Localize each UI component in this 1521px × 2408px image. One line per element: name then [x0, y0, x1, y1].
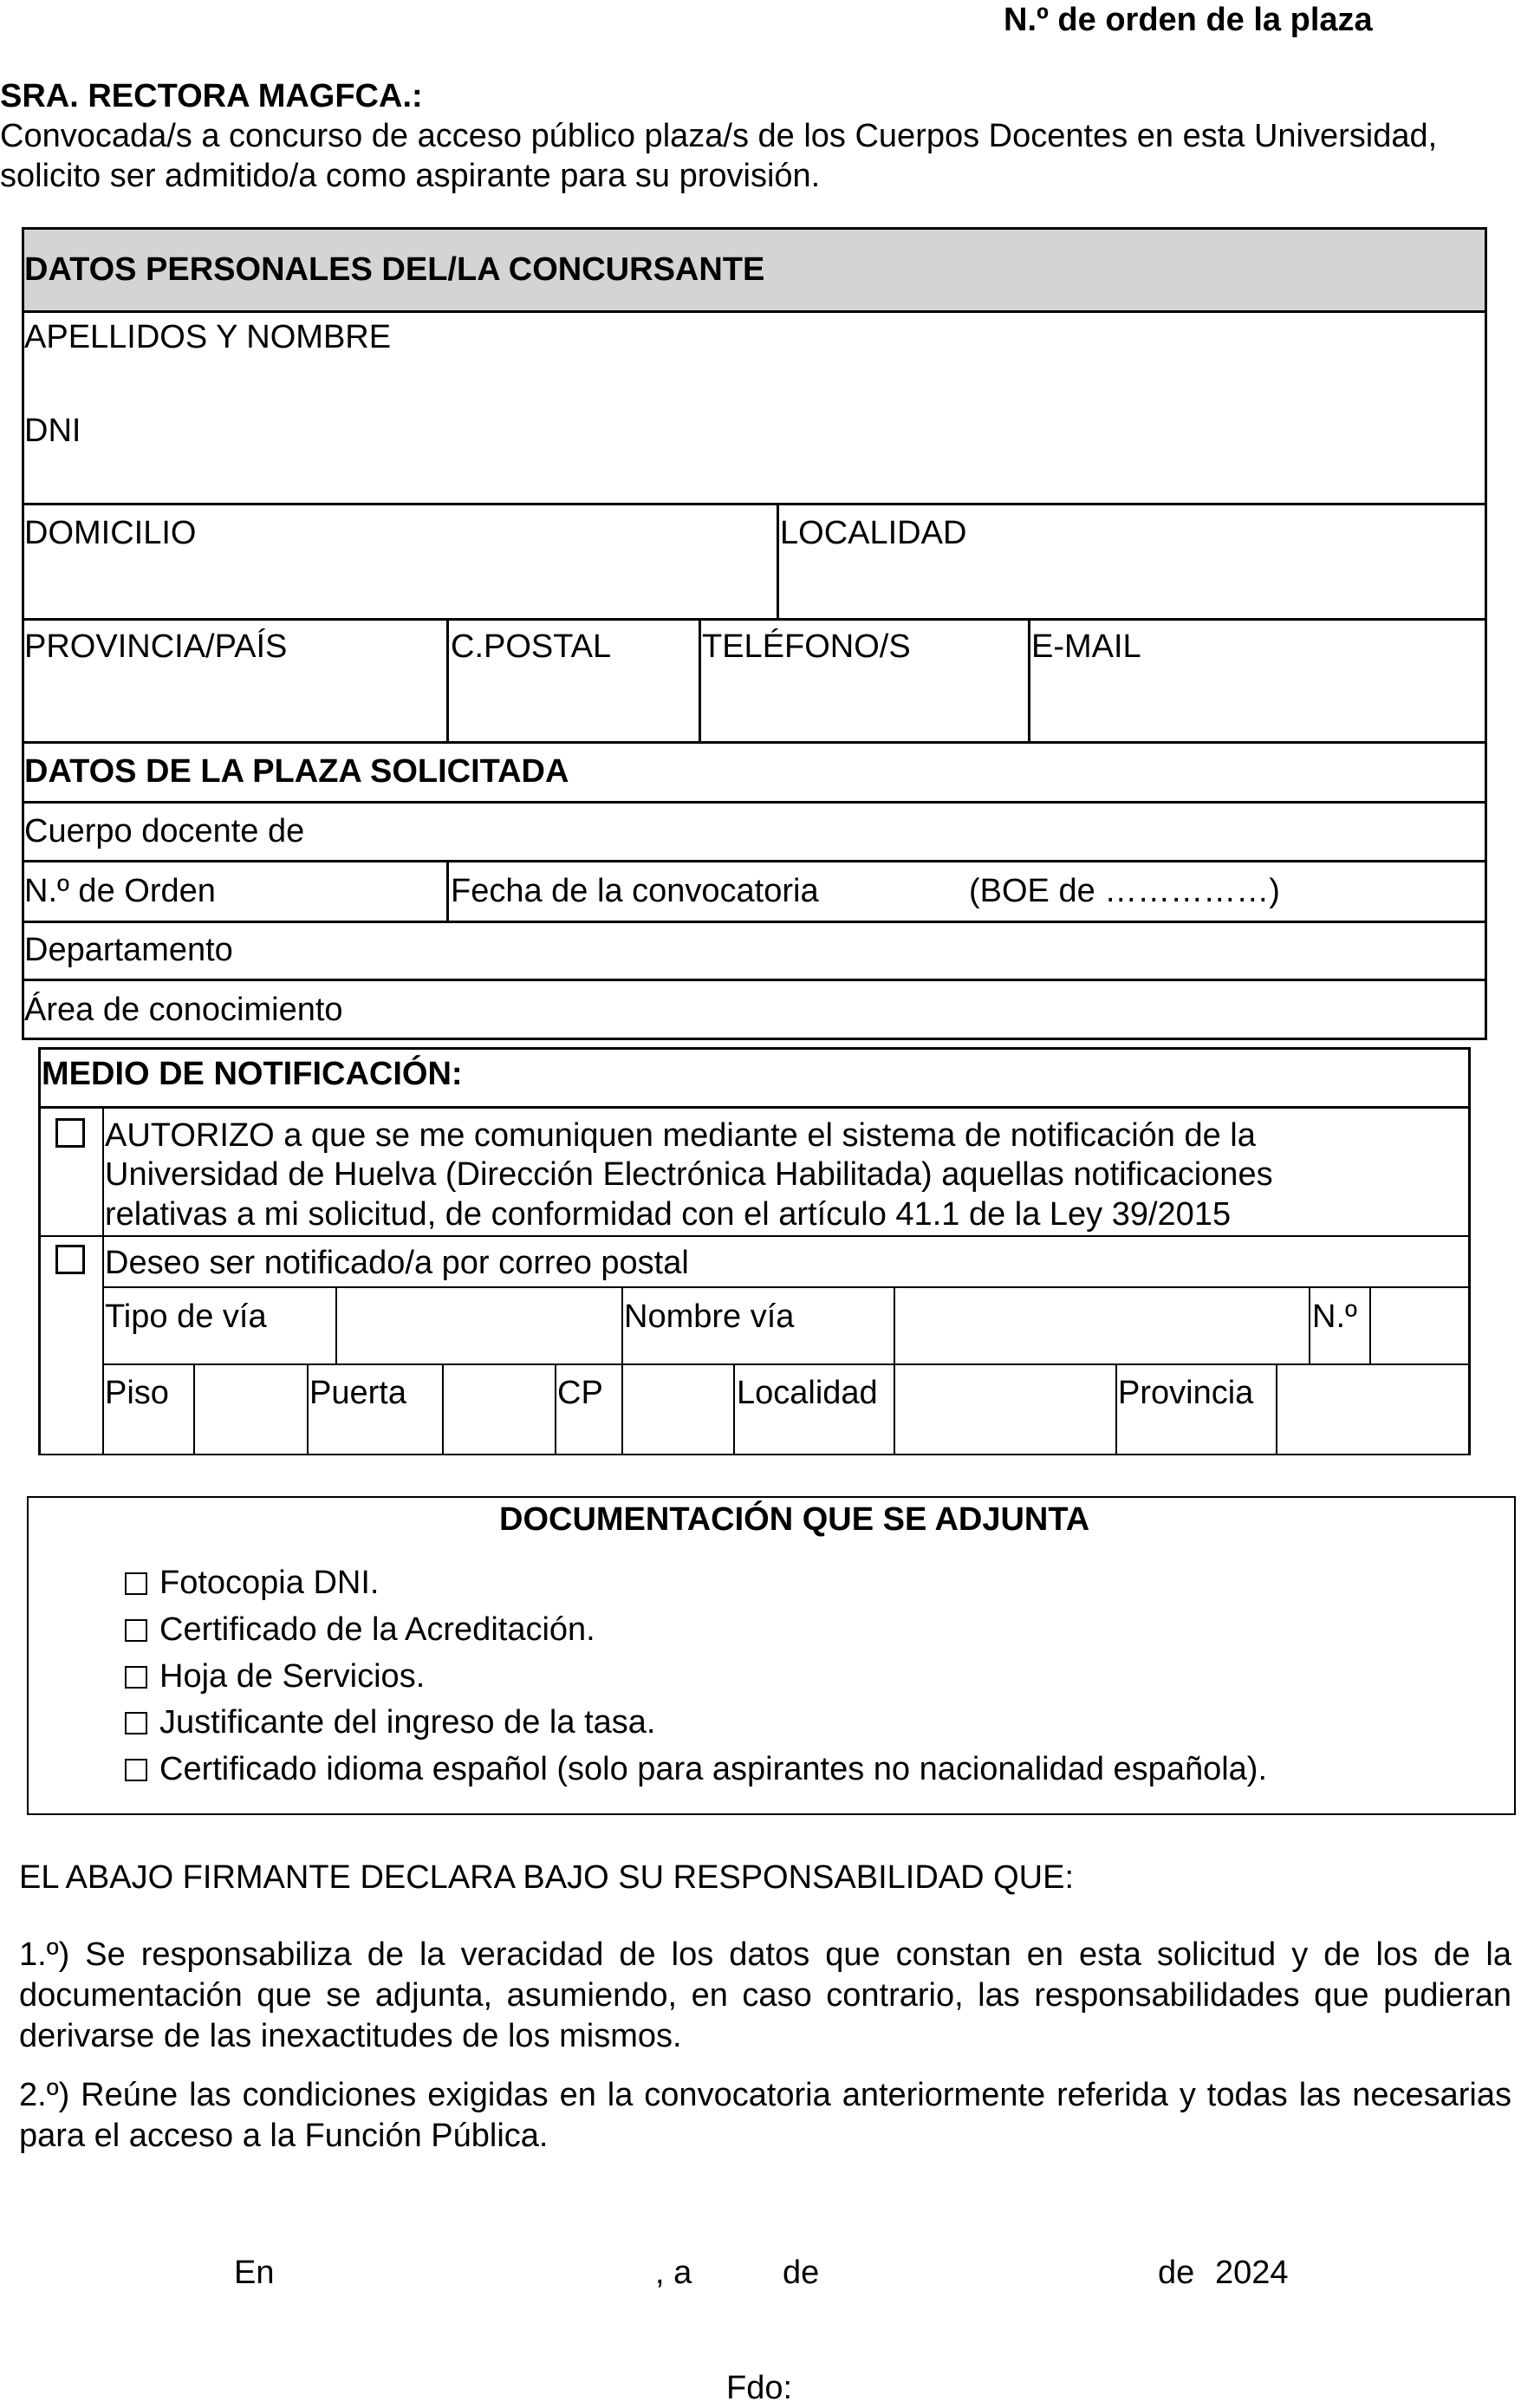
call-date-label: Fecha de la convocatoria — [451, 873, 819, 909]
authorize-text-line-3: relativas a mi solicitud, de conformidad con el artículo 41.1 de la Ley 39/2015 — [105, 1196, 1232, 1233]
rule — [22, 921, 1487, 923]
order-number-label: N.º de orden de la plaza — [1004, 2, 1373, 38]
floor-label: Piso — [105, 1375, 169, 1411]
knowledge-area-label: Área de conocimiento — [24, 992, 343, 1028]
rule — [699, 618, 701, 744]
rule — [733, 1363, 735, 1455]
document-item[interactable] — [125, 1563, 379, 1603]
checkbox-icon[interactable] — [125, 1619, 147, 1642]
signature-year-label: de — [1158, 2255, 1195, 2291]
cp-field[interactable] — [624, 1366, 731, 1453]
street-number-field[interactable] — [1372, 1289, 1467, 1363]
signature-fdo-label: Fdo: — [726, 2370, 793, 2406]
authorize-text-line-2: Universidad de Huelva (Dirección Electrónica Habilitada) aquellas notificaciones — [105, 1156, 1273, 1193]
declaration-title: EL ABAJO FIRMANTE DECLARA BAJO SU RESPONSABILIDAD QUE: — [19, 1859, 1075, 1896]
door-field[interactable] — [445, 1366, 553, 1453]
rule — [1309, 1286, 1310, 1365]
rule — [22, 801, 1487, 804]
city-label: LOCALIDAD — [780, 515, 967, 551]
document-item-label: Justificante del ingreso de la tasa. — [159, 1704, 656, 1741]
rule — [1369, 1286, 1371, 1365]
rule — [446, 860, 449, 922]
cp-label: CP — [557, 1375, 603, 1411]
rule — [307, 1363, 309, 1455]
postal-notification-checkbox[interactable] — [55, 1245, 85, 1274]
email-label: E-MAIL — [1031, 628, 1141, 665]
rule — [38, 1047, 1471, 1050]
order-label: N.º de Orden — [24, 873, 216, 909]
locality-field[interactable] — [896, 1366, 1114, 1453]
authorize-text-line-1: AUTORIZO a que se me comuniquen mediante el sistema de notificación de la — [105, 1117, 1256, 1154]
checkbox-icon[interactable] — [125, 1712, 147, 1734]
rule — [335, 1286, 337, 1365]
rule — [102, 1106, 104, 1455]
street-type-label: Tipo de vía — [105, 1298, 267, 1335]
document-item-label: Certificado idioma español (solo para aspirantes no nacionalidad española). — [159, 1751, 1268, 1787]
intro-line-2: solicito ser admitido/a como aspirante para su provisión. — [0, 158, 821, 194]
addressee: SRA. RECTORA MAGFCA.: — [0, 78, 423, 114]
boe-label: (BOE de ……………) — [969, 873, 1280, 909]
declaration-point-2: 2.º) Reúne las condiciones exigidas en la convocatoria anteriormente referida y todas las necesarias para el acceso a la Función Pública. — [19, 2077, 1511, 2154]
rule — [22, 1038, 1487, 1040]
locality-label: Localidad — [737, 1375, 878, 1411]
document-item[interactable] — [125, 1610, 595, 1650]
province-field[interactable] — [1278, 1366, 1467, 1453]
declaration-point-1: 1.º) Se responsabiliza de la veracidad de los datos que constan en esta solicitud y de los de la documentación que se adjunta, asumiendo, en caso contrario, las responsabilidades que pudieran derivarse de las inexactitudes de los mismos. — [19, 1936, 1511, 2054]
rule — [894, 1363, 895, 1455]
rule — [1115, 1363, 1117, 1455]
rule — [38, 1106, 1471, 1109]
rule — [621, 1286, 623, 1365]
street-number-label: N.º — [1312, 1298, 1357, 1335]
rule — [38, 1047, 41, 1455]
full-name-label: APELLIDOS Y NOMBRE — [24, 319, 392, 355]
checkbox-icon[interactable] — [125, 1759, 147, 1781]
street-name-label: Nombre vía — [624, 1298, 795, 1335]
rule — [193, 1363, 195, 1455]
position-data-title: DATOS DE LA PLAZA SOLICITADA — [24, 753, 569, 790]
personal-data-title: DATOS PERSONALES DEL/LA CONCURSANTE — [24, 251, 765, 288]
signature-year: 2024 — [1215, 2255, 1289, 2291]
document-item-label: Certificado de la Acreditación. — [159, 1611, 595, 1648]
document-item[interactable] — [125, 1702, 655, 1742]
checkbox-icon[interactable] — [125, 1572, 147, 1595]
teaching-body-label: Cuerpo docente de — [24, 813, 305, 849]
rule — [22, 979, 1487, 981]
postal-code-label: C.POSTAL — [451, 628, 612, 665]
floor-field[interactable] — [196, 1366, 305, 1453]
rule — [621, 1363, 623, 1455]
phone-label: TELÉFONO/S — [702, 628, 911, 665]
rule — [38, 1454, 1471, 1455]
department-label: Departamento — [24, 932, 233, 968]
province-country-label: PROVINCIA/PAÍS — [24, 628, 288, 665]
signature-place-label: En — [234, 2255, 275, 2291]
documents-title: DOCUMENTACIÓN QUE SE ADJUNTA — [499, 1501, 1090, 1538]
rule — [38, 1235, 1471, 1237]
rule — [1468, 1047, 1471, 1455]
rule — [1485, 227, 1487, 1040]
authorize-electronic-checkbox[interactable] — [55, 1118, 85, 1148]
rule — [894, 1286, 895, 1365]
rule — [22, 860, 1487, 862]
rule — [1028, 618, 1030, 744]
rule — [555, 1363, 556, 1455]
document-item-label: Fotocopia DNI. — [159, 1565, 380, 1601]
rule — [22, 618, 1487, 621]
intro-line-1: Convocada/s a concurso de acceso público plaza/s de los Cuerpos Docentes en esta Universidad, — [0, 118, 1438, 154]
document-item-label: Hoja de Servicios. — [159, 1658, 426, 1695]
document-item[interactable] — [125, 1656, 425, 1696]
rule — [22, 741, 1487, 744]
signature-month-label: de — [783, 2255, 820, 2291]
rule — [22, 503, 1487, 505]
dni-label: DNI — [24, 413, 81, 449]
rule — [102, 1286, 1471, 1288]
signature-day-label: , a — [655, 2255, 692, 2291]
street-type-field[interactable] — [338, 1289, 620, 1363]
rule — [442, 1363, 444, 1455]
rule — [1276, 1363, 1277, 1455]
door-label: Puerta — [309, 1375, 406, 1411]
street-name-field[interactable] — [896, 1289, 1307, 1363]
document-item[interactable] — [125, 1749, 1267, 1789]
notification-title: MEDIO DE NOTIFICACIÓN: — [42, 1056, 463, 1092]
province-label: Provincia — [1118, 1375, 1254, 1411]
address-label: DOMICILIO — [24, 515, 197, 551]
rule — [22, 227, 1487, 230]
rule — [777, 503, 779, 621]
rule — [446, 618, 449, 744]
checkbox-icon[interactable] — [125, 1666, 147, 1689]
postal-option-label: Deseo ser notificado/a por correo postal — [105, 1245, 689, 1281]
rule — [22, 310, 1487, 313]
